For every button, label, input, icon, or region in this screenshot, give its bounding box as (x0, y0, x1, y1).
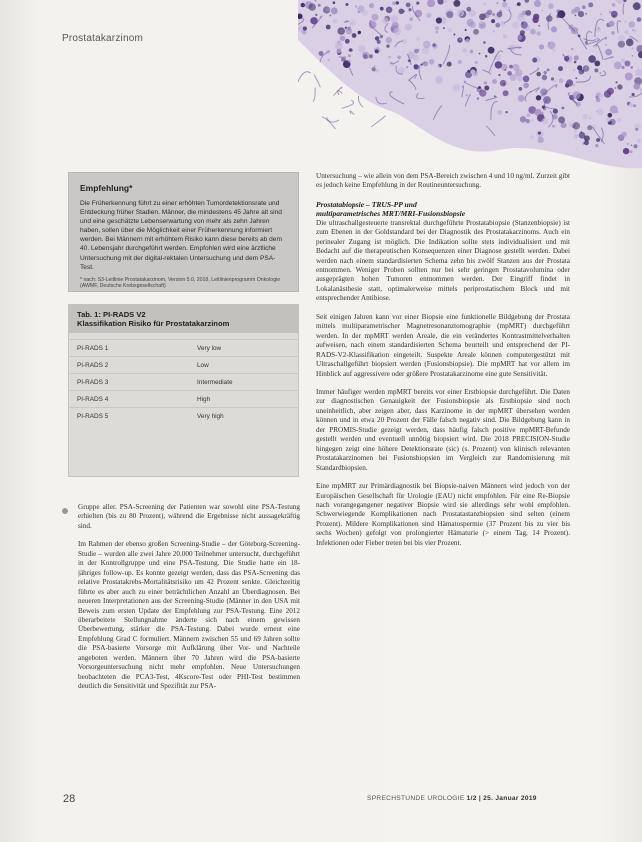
left-paragraph-1: Gruppe aller. PSA-Screening der Patienten war sowohl eine PSA-Testung erhielten (bis zu 80 Prozent), während die Ergebnisse nicht aussagekräftig sind. (78, 503, 300, 530)
table-title: Tab. 1: PI-RADS V2 (77, 310, 146, 319)
table-header (69, 305, 298, 333)
journal-footer (367, 795, 537, 802)
table-subtitle: Klassifikation Risiko für Prostatakarzinom (77, 319, 230, 328)
table-cell-value: High (197, 395, 211, 403)
table-cell-label: PI-RADS 2 (77, 361, 109, 369)
table-row (69, 373, 298, 390)
left-column (78, 503, 300, 773)
recommendation-box (68, 172, 299, 292)
pirads-table (68, 304, 299, 477)
table-cell-value: Very high (197, 412, 224, 420)
right-column (316, 172, 570, 774)
page-number: 28 (63, 793, 76, 805)
right-paragraph-1: Die ultraschallgesteuerte transrektal durchgeführte Prostatabiopsie (Stanzenbiopsie) ist zum Ebenen in der Goldstandard bei der Diagnostik des Prostatakarzinoms. Auch ein perinealer Zugang ist möglich. Die Indikation sollte stets individualisiert und mit Bedacht auf die therapeutischen Konsequenzen einer Diagnose gestellt werden. Dabei werden nach einem standardisierten Schema zehn bis zwölf Stanzen aus der Prostata entnommen. Weniger Proben sollten nur bei sehr geringen Prostatavolumina oder ausgeprägten hohen Tumoren entnommen werden. Der Eingriff findet in Lokalanästhesie statt, optimalerweise mittels periprostatischem Block und mit entsprechender Antibiose. (316, 218, 570, 303)
table-cell-label: PI-RADS 5 (77, 412, 109, 420)
table-row (69, 390, 298, 407)
table-cell-value: Low (197, 361, 209, 369)
journal-name: SPRECHSTUNDE UROLOGIE (367, 795, 465, 802)
section-header: Prostatakarzinom (62, 33, 144, 44)
section-heading-line-1: Prostatabiopsie – TRUS-PP und (316, 199, 417, 209)
histology-illustration (298, 0, 642, 170)
right-paragraph-3: Immer häufiger werden mpMRT bereits vor einer Erstbiopsie durchgeführt. Die Daten zur diagnostischen Genauigkeit der Fusionsbiopsie als Erstbiopsie sind noch uneinheitlich, aber zeigen aber, dass Karzinome in der mpMRT übersehen werden können und in etwa 20 Prozent der Fälle falsch negativ sind. Die Bildgebung kann in der PROMIS-Studie gezeigt werden, dass häufig falsch positive mpMRT-Befunde gestellt werden und eventuell unnötig biopsiert wird. Die 2018 PRECISION-Studie hingegen zeigt eine höhere Detektionsrate (sic) (s. Prozent) von klinisch relevanten Prostatakarzinomen bei Fusionsbiopsien im Vergleich zur Randomisierung mit Standardbiopsien. (316, 387, 570, 472)
table-row (69, 339, 298, 356)
right-paragraph-2: Seit einigen Jahren kann vor einer Biopsie eine funktionelle Bildgebung der Prostata mittels multiparametrischer Magnetresonanztomographie (mpMRT) durchgeführt werden. In der mpMRT werden Areale, die ein verändertes Kontrastmittelverhalten aufweisen, nach einem standardisierten Schema beurteilt und entsprechend der PI-RADS-V2-Klassifikation eingeteilt. Suspekte Areale können computergestützt mit Ultraschallgeführt biopsiert werden (Fusionsbiopsie). Die mpMRT hat vor allem im Hinblick auf aggressivere oder größere Prostatakarzinome eine gute Sensitivität. (316, 312, 570, 378)
table-cell-label: PI-RADS 3 (77, 378, 109, 386)
right-paragraph-0: Untersuchung – wie allein von dem PSA-Bereich zwischen 4 und 10 ng/ml. Zurzeit gibt es jedoch keine Empfehlung in der Routineuntersuchung. (316, 172, 570, 190)
left-paragraph-2: Im Rahmen der ebenso großen Screening-Studie – der Göteborg-Screening-Studie – wurden alle zwei Jahre 20.000 Teilnehmer untersucht, durchgeführt in der Kontrollgruppe und eine PSA-Testung. Die Studie hatte ein 18-jähriges follow-up. Es konnte gezeigt werden, dass das PSA-Screening das relative Prostatakrebs-Mortalitätsrisiko um 42 Prozent senkte. Gleichzeitig führte es aber auch zu einer beträchtlichen Anzahl an Überdiagnosen. Bei neueren Interpretationen aus der Screening-Studie (Männer in den USA mit Beweis zum ersten Update der Empfehlung zur PSA-Testung. Eine 2012 überarbeitete Stellungnahme änderte sich nach einem gewissen Überbewertung, stärker die PSA-Testung. Dabei wurde erneut eine Empfehlung Grad C formuliert. Männern zwischen 55 und 69 Jahren sollte die PSA-basierte Vorsorge mit Aufklärung über Vor- und Nachteile angeboten werden. Männern über 70 Jahren wird die PSA-basierte Vorsorgeuntersuchung nicht mehr empfohlen. Neue Untersuchungen beobachteten die PCA3-Test, 4Kscore-Test oder PHI-Test bestimmen deutlich die Sensitivität und Spezifität zur PSA- (78, 540, 300, 691)
table-cell-value: Very low (197, 344, 222, 352)
recommendation-title: Empfehlung* (80, 183, 133, 193)
table-cell-label: PI-RADS 1 (77, 344, 109, 352)
recommendation-body: Die Früherkennung führt zu einer erhöhten Tumordetektionsrate und Entdeckung früher Stadien. Männer, die mindestens 45 Jahre alt sind und eine geschätzte Lebenserwartung von mehr als zehn Jahren haben, sollen über die Möglichkeit einer Früherkennung informiert werden. Bei Männern mit erhöhtem Risiko kann diese bereits ab dem 40. Lebensjahr durchgeführt werden. Empfohlen wird eine ärztliche Untersuchung mit der digital-rektalen Untersuchung und dem PSA-Test. (80, 200, 282, 271)
journal-issue: 1/2 | 25. Januar 2019 (466, 795, 537, 802)
bullet-marker (62, 508, 68, 514)
table-row (69, 356, 298, 373)
table-row (69, 407, 298, 424)
section-heading-line-2: multiparametrisches MRT/MRI-Fusionsbiopsie (316, 209, 466, 219)
recommendation-footnote: * nach: S3-Leitlinie Prostatakarzinom, Version 5.0, 2018, Leitlinienprogramm Onkologie (AWMF, Deutsche Krebsgesellschaft) (80, 276, 281, 290)
table-cell-label: PI-RADS 4 (77, 395, 109, 403)
right-paragraph-4: Eine mpMRT zur Primärdiagnostik bei Biopsie-naiven Männern wird jedoch von der Europäischen Gesellschaft für Urologie (EAU) nicht empfohlen. Für eine Re-Biopsie nach vorangegangener negativer Biopsie wird sie allerdings sehr wohl empfohlen. Schwerwiegende Komplikationen nach Prostatastanzbiopsien sind selten (einem Prozent). Mildere Komplikationen sind Hämatospermie (37 Prozent bis zu vier bis sechs Wochen) gefolgt von prolongierter Hämaturie (> einem Tag, 14 Prozent). Infektionen oder Fieber treten bei bis vier Prozent. (316, 482, 570, 547)
table-cell-value: Intermediate (197, 378, 233, 386)
